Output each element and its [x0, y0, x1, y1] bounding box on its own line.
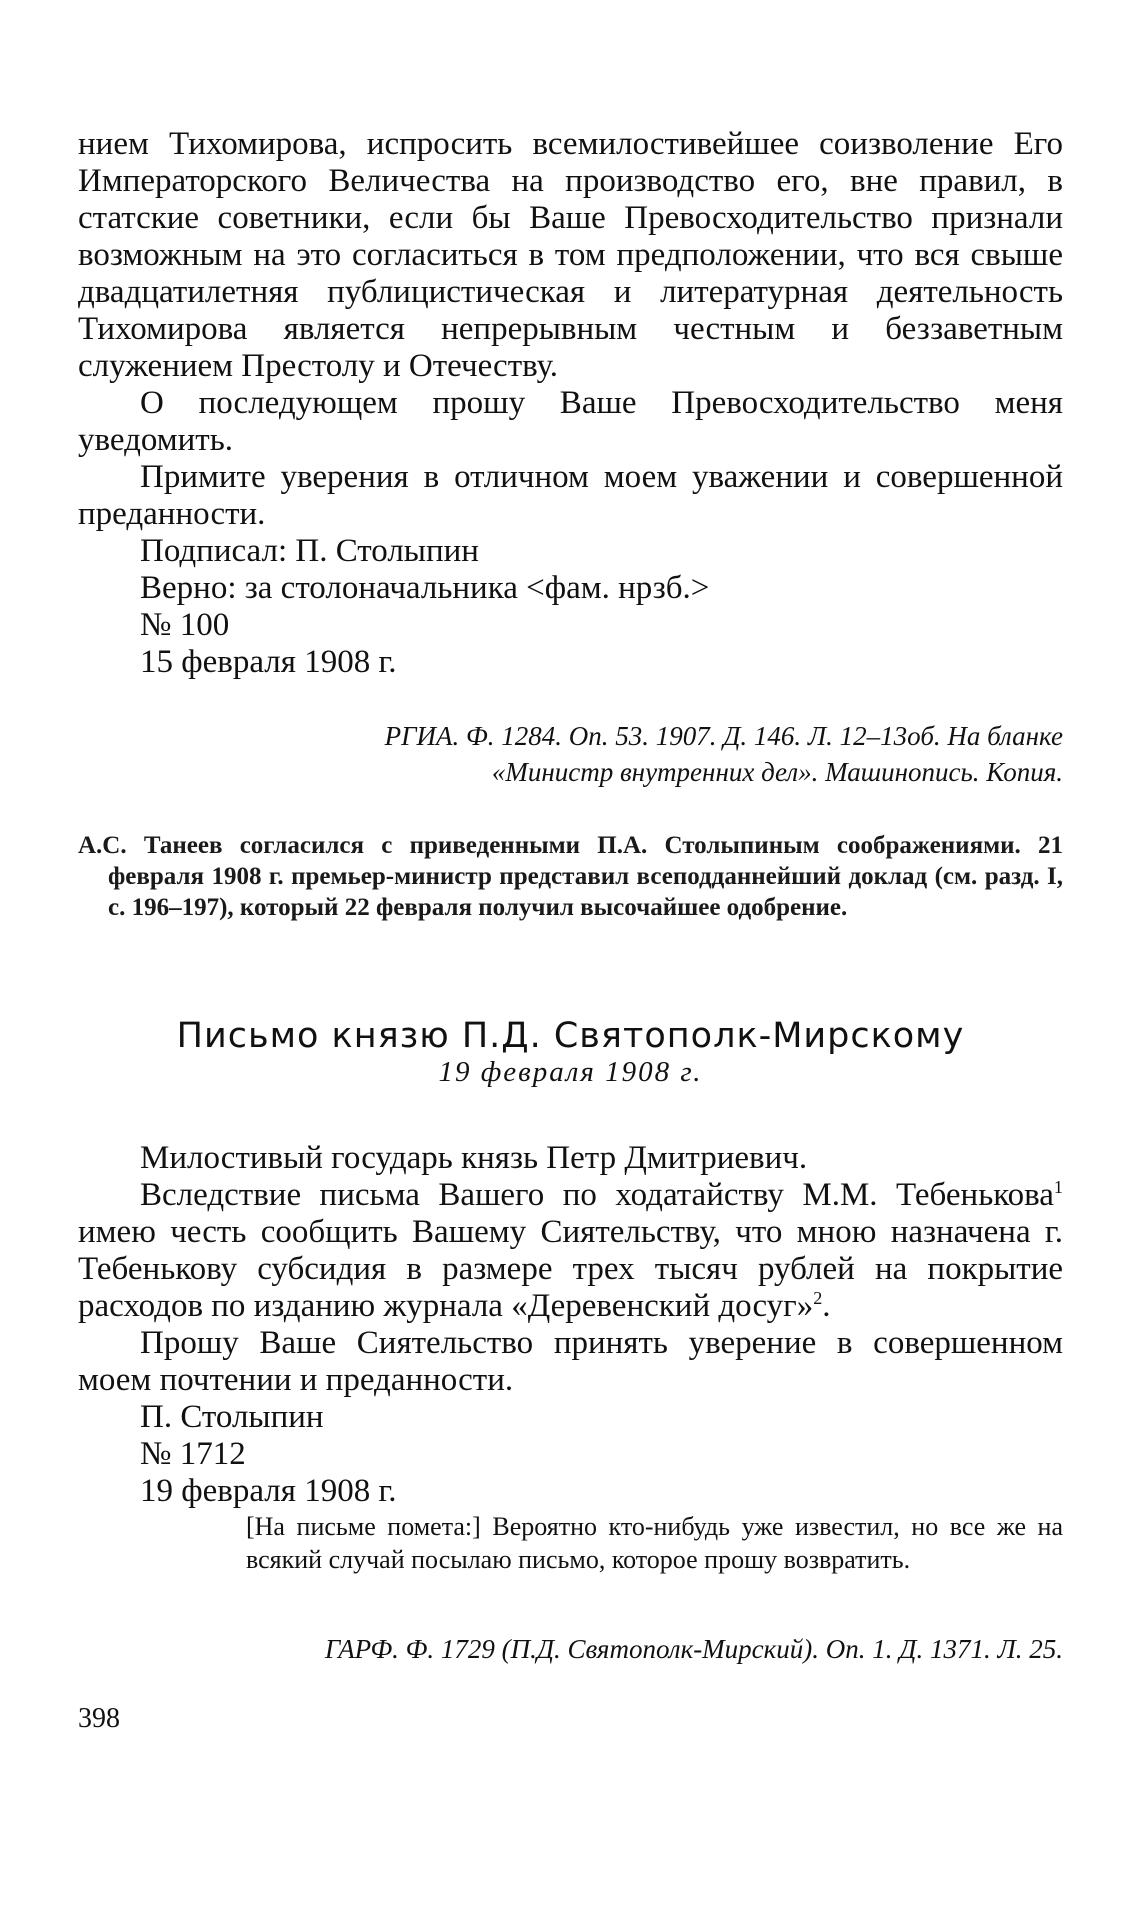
- regards-paragraph: Примите уверения в отличном моем уважении и совершенной преданности.: [78, 459, 1063, 532]
- letter-signature: П. Столыпин: [140, 1399, 324, 1435]
- letter-paragraph-1-end: .: [822, 1288, 831, 1324]
- footnote-marker-2: 2: [813, 1288, 823, 1308]
- commentary-text: А.С. Танеев согласился с приведенными П.А. Столыпиным соображениями. 21 февраля 1908 г. премьер-министр представил всеподданнейший доклад (см. разд. I, с. 196–197), который 22 февраля получил высочайшее одобрение.: [78, 832, 1063, 921]
- continuation-paragraph: нием Тихомирова, испросить всемилостивейшее соизволение Его Императорского Величества на производство его, вне правил, в статские советники, если бы Ваше Превосходительство признали возможным на это согласиться в том предположении, что вся свыше двадцатилетняя публицистическая и литературная деятельность Тихомирова является непрерывным честным и беззаветным служением Престолу и Отечеству.: [78, 126, 1063, 384]
- letter-body: [78, 1140, 1063, 1576]
- document-date: 15 февраля 1908 г.: [140, 644, 397, 680]
- document-number: № 100: [140, 607, 230, 643]
- archive-source-1: [78, 718, 1063, 790]
- letter-annotation: [На письме помета:] Вероятно кто-нибудь уже известил, но все же на всякий случай посылаю письмо, которое прошу возвратить.: [246, 1512, 1063, 1574]
- letter-heading: [78, 1016, 1063, 1089]
- page-number: 398: [78, 1703, 120, 1734]
- editorial-commentary: [78, 830, 1063, 923]
- letter-paragraph-1: [78, 1177, 1063, 1325]
- letter-paragraph-1-middle: имею честь сообщить Вашему Сиятельству, что мною назначена г. Тебенькову субсидия в размере трех тысяч рублей на покрытие расходов по изданию журнала «Деревенский досуг»: [78, 1214, 1063, 1324]
- letter-title: Письмо князю П.Д. Святополк-Мирскому: [176, 1016, 965, 1056]
- continuation-section: [78, 126, 1063, 681]
- signed-line: Подписал: П. Столыпин: [140, 533, 479, 569]
- footnote-marker-1: 1: [1053, 1177, 1063, 1197]
- archive-source-text: РГИА. Ф. 1284. Оп. 53. 1907. Д. 146. Л. 12–13об. На бланке «Министр внутренних дел». Машинопись. Копия.: [384, 721, 1063, 787]
- letter-paragraph-1-start: Вследствие письма Вашего по ходатайству М.М. Тебенькова: [140, 1177, 1054, 1213]
- letter-number: № 1712: [140, 1436, 246, 1472]
- letter-date: 19 февраля 1908 г.: [140, 1473, 397, 1509]
- salutation: Милостивый государь князь Петр Дмитриевич.: [140, 1140, 808, 1176]
- archive-source-2: [78, 1631, 1063, 1667]
- letter-date-line: 19 февраля 1908 г.: [438, 1056, 703, 1088]
- archive-source-2-text: ГАРФ. Ф. 1729 (П.Д. Святополк-Мирский). Оп. 1. Д. 1371. Л. 25.: [324, 1634, 1063, 1664]
- letter-paragraph-2: Прошу Ваше Сиятельство принять уверение в совершенном моем почтении и преданности.: [78, 1325, 1063, 1398]
- verified-line: Верно: за столоначальника <фам. нрзб.>: [140, 570, 710, 606]
- notify-paragraph: О последующем прошу Ваше Превосходительство меня уведомить.: [78, 385, 1063, 458]
